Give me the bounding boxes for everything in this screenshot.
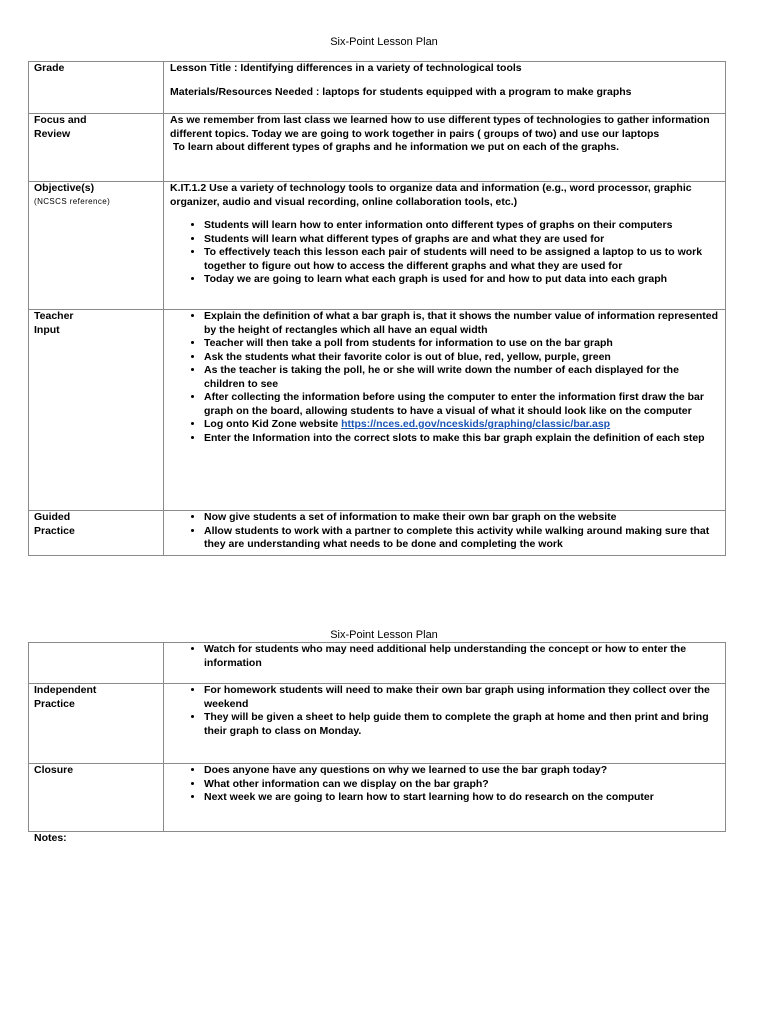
guided-practice-content [164,511,726,556]
list-item: • To effectively teach this lesson each pair of students will need to be assigned a laptop to us to work together to figure out how to access the different graphs and what they are used for [204,246,721,273]
teacher-input-label: Teacher Input [29,310,164,511]
continued-row [29,643,726,684]
list-item: • Students will learn what different types of graphs are and what they are used for [204,233,721,247]
grade-label: Grade [29,62,164,114]
teacher-input-content [164,310,726,511]
list-item: • Students will learn how to enter information onto different types of graphs on their computers [204,219,721,233]
list-item: • As the teacher is taking the poll, he or she will write down the number of each displayed for the children to see [204,364,721,391]
list-item: • Next week we are going to learn how to start learning how to do research on the computer [204,791,721,805]
continued-list [170,643,721,670]
focus-label: Focus and Review [29,114,164,182]
grade-content [164,62,726,114]
closure-row [29,764,726,832]
list-item: • For homework students will need to make their own bar graph using information they collect over the weekend [204,684,721,711]
independent-practice-content [164,684,726,764]
continued-content [164,643,726,684]
materials-needed: Materials/Resources Needed : laptops for students equipped with a program to make graphs [170,85,632,98]
list-item: • Enter the Information into the correct slots to make this bar graph explain the definition of each step [204,432,721,446]
lesson-plan-table [28,642,726,832]
list-item: • After collecting the information before using the computer to enter the information first draw the bar graph on the board, allowing students to have a visual of what it should look like on the computer [204,391,721,418]
list-item: • Does anyone have any questions on why we learned to use the bar graph today? [204,764,721,778]
guided-practice-list [170,511,721,552]
guided-practice-row [29,511,726,556]
objective-label: Objective(s) (NCSCS reference) [29,182,164,310]
link-prefix: Log onto Kid Zone website [204,418,342,430]
notes-label: Notes: [34,832,67,844]
page-title: Six-Point Lesson Plan [330,36,438,48]
empty-label [29,643,164,684]
list-item: • Watch for students who may need additional help understanding the concept or how to enter the information [204,643,721,670]
list-item [204,418,721,432]
list-item: • Explain the definition of what a bar graph is, that it shows the number value of information represented by the height of rectangles which all have an equal width [204,310,721,337]
kid-zone-link[interactable]: https://nces.ed.gov/nceskids/graphing/classic/bar.asp [341,418,611,430]
independent-practice-label: Independent Practice [29,684,164,764]
objective-text: K.IT.1.2 Use a variety of technology tools to organize data and information (e.g., word processor, graphic organizer, audio and visual recording, online collaboration tools, etc.) [170,182,692,208]
list-item: • Today we are going to learn what each graph is used for and how to put data into each graph [204,273,721,287]
objective-sublabel: (NCSCS reference) [34,196,111,206]
focus-content [164,114,726,182]
closure-label: Closure [29,764,164,832]
guided-practice-label: Guided Practice [29,511,164,556]
focus-text-line: different topics. Today we are going to work together in pairs ( groups of two) and use our laptops [170,127,660,140]
lesson-plan-table [28,61,726,556]
list-item: • Now give students a set of information to make their own bar graph on the website [204,511,721,525]
teacher-input-list [170,310,721,445]
list-item: • Teacher will then take a poll from students for information to use on the bar graph [204,337,721,351]
list-item: • Ask the students what their favorite color is out of blue, red, yellow, purple, green [204,351,721,365]
focus-text-line: To learn about different types of graphs and he information we put on each of the graphs. [170,141,620,153]
list-item: • They will be given a sheet to help guide them to complete the graph at home and then print and bring their graph to class on Monday. [204,711,721,738]
teacher-input-row [29,310,726,511]
objective-row [29,182,726,310]
list-item: • Allow students to work with a partner to complete this activity while walking around making sure that they are understanding what needs to be done and completing the work [204,525,721,552]
list-item: • What other information can we display on the bar graph? [204,778,721,792]
focus-text-line: As we remember from last class we learned how to use different types of technologies to gather information [170,114,710,126]
independent-practice-row [29,684,726,764]
focus-row [29,114,726,182]
objective-content [164,182,726,310]
closure-content [164,764,726,832]
page-title: Six-Point Lesson Plan [330,629,438,641]
independent-practice-list [170,684,721,738]
lesson-title: Lesson Title : Identifying differences in a variety of technological tools [170,62,522,74]
objective-list [170,219,721,287]
closure-list [170,764,721,805]
grade-row [29,62,726,114]
